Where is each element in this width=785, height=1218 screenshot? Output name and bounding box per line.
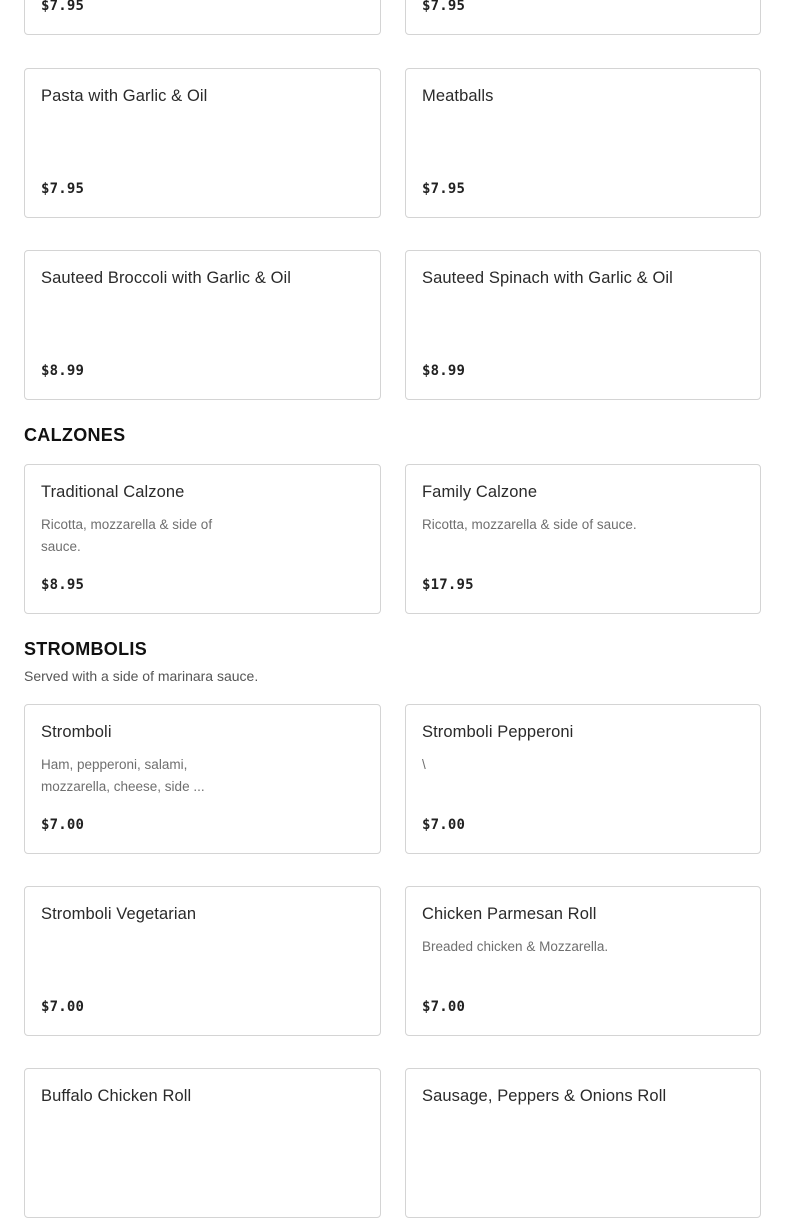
menu-item-card[interactable] [24,886,381,1036]
menu-item-card[interactable] [405,464,761,614]
item-price: $7.00 [422,817,466,833]
item-description: Ham, pepperoni, salami, mozzarella, cheese, side ... [41,757,205,794]
item-description: Ricotta, mozzarella & side of sauce. [422,517,637,532]
item-price: $8.99 [41,363,85,379]
section-subheading: Served with a side of marinara sauce. [24,668,259,684]
item-price: $8.99 [422,363,466,379]
item-price: $7.00 [422,999,466,1015]
item-description: \ [422,757,426,772]
item-name: Family Calzone [422,483,538,501]
menu-item-card[interactable] [24,464,381,614]
menu-item-card[interactable] [405,704,761,854]
item-price: $7.00 [41,817,85,833]
item-name: Sauteed Broccoli with Garlic & Oil [41,269,292,287]
item-name: Sausage, Peppers & Onions Roll [422,1087,667,1105]
item-name: Stromboli Vegetarian [41,905,197,923]
item-price: $7.95 [422,181,466,197]
menu-item-card[interactable] [405,0,761,35]
menu-item-card[interactable] [24,0,381,35]
item-description: Breaded chicken & Mozzarella. [422,939,609,954]
item-name: Stromboli [41,723,112,741]
menu-item-card[interactable] [405,1068,761,1218]
item-price: $7.00 [41,999,85,1015]
item-name: Chicken Parmesan Roll [422,905,597,923]
item-price: $7.95 [41,181,85,197]
item-price: $8.95 [41,577,85,593]
item-name: Buffalo Chicken Roll [41,1087,192,1105]
item-price: $7.95 [41,0,85,14]
section-heading-calzones: CALZONES [24,425,126,445]
item-name: Sauteed Spinach with Garlic & Oil [422,269,673,287]
item-description: Ricotta, mozzarella & side of sauce. [41,517,213,554]
menu-item-card[interactable] [24,1068,381,1218]
item-name: Traditional Calzone [41,483,185,501]
item-name: Meatballs [422,87,494,105]
menu-item-card[interactable] [24,704,381,854]
section-heading-strombolis: STROMBOLIS [24,639,147,659]
menu-item-card[interactable] [24,68,381,218]
item-price: $17.95 [422,577,474,593]
item-name: Stromboli Pepperoni [422,723,574,741]
item-price: $7.95 [422,0,466,14]
menu-item-card[interactable] [405,886,761,1036]
menu-item-card[interactable] [405,250,761,400]
item-name: Pasta with Garlic & Oil [41,87,208,105]
menu-item-card[interactable] [405,68,761,218]
menu-item-card[interactable] [24,250,381,400]
